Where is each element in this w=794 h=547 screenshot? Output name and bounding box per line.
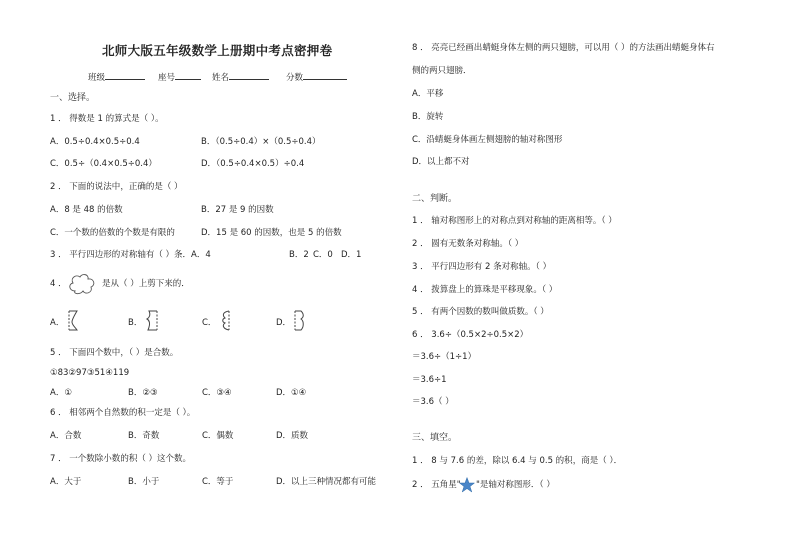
q1-option-a: A．0.5÷0.4×0.5÷0.4 bbox=[50, 137, 140, 147]
q8-option-c: C．沿蜻蜓身体画左侧翅膀的轴对称图形 bbox=[412, 135, 563, 145]
q3-option-b: B．2 bbox=[289, 250, 309, 260]
q7-option-a: A．大于 bbox=[50, 477, 82, 487]
folded-paper-c-icon bbox=[219, 310, 233, 332]
folded-paper-a-icon bbox=[67, 310, 81, 332]
question-6: 6 ． 相邻两个自然数的积一定是（ ）。 bbox=[50, 408, 196, 418]
question-4-number: 4 ． bbox=[50, 279, 67, 289]
seat-blank bbox=[175, 70, 201, 80]
q2-option-d: D．15 是 60 的因数，也是 5 的倍数 bbox=[201, 228, 342, 238]
judge-1: 1 ． 轴对称图形上的对称点到对称轴的距离相等。（ ） bbox=[412, 216, 617, 226]
question-1: 1 ． 得数是 1 的算式是（ ）。 bbox=[50, 114, 164, 124]
judge-6: 6 ． 3.6÷（0.5×2÷0.5×2） bbox=[412, 330, 529, 340]
q2-option-b: B．27 是 9 的因数 bbox=[201, 205, 274, 215]
q7-option-b: B．小于 bbox=[128, 477, 160, 487]
question-8-line-2: 侧的两只翅膀． bbox=[412, 66, 472, 76]
name-blank bbox=[229, 70, 269, 80]
q6-option-c: C．偶数 bbox=[202, 431, 234, 441]
q3-option-c: C．0 bbox=[313, 250, 333, 260]
seat-label: 座号 bbox=[158, 73, 176, 83]
score-label: 分数 bbox=[286, 73, 304, 83]
question-3: 3 ． 平行四边形的对称轴有（ ）条．A．4 bbox=[50, 250, 211, 260]
q6-option-d: D．质数 bbox=[276, 431, 309, 441]
class-label: 班级 bbox=[88, 73, 106, 83]
cut-shape-icon bbox=[67, 273, 99, 295]
class-field bbox=[88, 70, 145, 83]
class-blank bbox=[105, 70, 145, 80]
q7-option-d: D．以上三种情况都有可能 bbox=[276, 477, 377, 487]
judge-6-step-2: ＝3.6÷1 bbox=[412, 375, 447, 385]
name-field bbox=[212, 70, 269, 83]
q2-option-c: C．一个数的倍数的个数是有限的 bbox=[50, 228, 175, 238]
page-title: 北师大版五年级数学上册期中考点密押卷 bbox=[102, 43, 333, 58]
score-field bbox=[286, 70, 347, 83]
folded-paper-b-icon bbox=[145, 310, 159, 332]
fill-2-start: 2 ． 五角星" bbox=[412, 480, 461, 490]
judge-2: 2 ． 圆有无数条对称轴。（ ） bbox=[412, 239, 524, 249]
q7-option-c: C．等于 bbox=[202, 477, 234, 487]
q1-option-d: D．（0.5÷0.4×0.5）÷0.4 bbox=[201, 159, 305, 169]
question-5: 5 ． 下面四个数中，（ ）是合数。 bbox=[50, 348, 179, 358]
section-fill-heading: 三、填空。 bbox=[412, 433, 458, 443]
section-choice-heading: 一、选择。 bbox=[50, 93, 96, 103]
q6-option-b: B．奇数 bbox=[128, 431, 160, 441]
judge-3: 3 ． 平行四边形有 2 条对称轴。（ ） bbox=[412, 262, 552, 272]
question-7: 7 ． 一个数除小数的积（ ）这个数。 bbox=[50, 454, 192, 464]
judge-6-step-3: ＝3.6（ ） bbox=[412, 397, 454, 407]
score-blank bbox=[303, 70, 347, 80]
q5-option-d: D．①④ bbox=[276, 388, 307, 398]
q2-option-a: A．8 是 48 的倍数 bbox=[50, 205, 123, 215]
q8-option-d: D．以上都不对 bbox=[412, 157, 470, 167]
q5-number-list: ①83②97③51④119 bbox=[50, 368, 130, 378]
q1-option-c: C．0.5÷（0.4×0.5÷0.4） bbox=[50, 159, 157, 169]
question-4: 是从（ ）上剪下来的． bbox=[102, 279, 190, 289]
name-label: 姓名 bbox=[212, 73, 230, 83]
fill-1: 1 ． 8 与 7.6 的差，除以 6.4 与 0.5 的积，商是（ ）． bbox=[412, 456, 623, 466]
section-judge-heading: 二、判断。 bbox=[412, 194, 458, 204]
q4-option-a: A． bbox=[50, 318, 65, 328]
folded-paper-d-icon bbox=[293, 310, 307, 332]
q8-option-a: A．平移 bbox=[412, 89, 444, 99]
judge-6-step-1: ＝3.6÷（1÷1） bbox=[412, 352, 477, 362]
q6-option-a: A．合数 bbox=[50, 431, 82, 441]
seat-field bbox=[158, 70, 201, 83]
q4-option-c: C． bbox=[202, 318, 217, 328]
judge-5: 5 ． 有两个因数的数叫做质数。（ ） bbox=[412, 307, 549, 317]
q5-option-c: C．③④ bbox=[202, 388, 232, 398]
question-2: 2 ． 下面的说法中，正确的是（ ） bbox=[50, 182, 183, 192]
q1-option-b: B．（0.5÷0.4）×（0.5÷0.4） bbox=[201, 137, 321, 147]
q4-option-b: B． bbox=[128, 318, 143, 328]
q3-option-d: D．1 bbox=[341, 250, 362, 260]
fill-2-end: "是轴对称图形．（ ） bbox=[476, 480, 555, 490]
q8-option-b: B．旋转 bbox=[412, 112, 444, 122]
star-icon bbox=[459, 477, 475, 493]
q5-option-a: A．① bbox=[50, 388, 72, 398]
judge-4: 4 ． 拨算盘上的算珠是平移现象。（ ） bbox=[412, 285, 558, 295]
q5-option-b: B．②③ bbox=[128, 388, 158, 398]
question-8-line-1: 8 ． 亮亮已经画出蜻蜓身体左侧的两只翅膀，可以用（ ）的方法画出蜻蜓身体右 bbox=[412, 43, 715, 53]
q4-option-d: D． bbox=[276, 318, 292, 328]
